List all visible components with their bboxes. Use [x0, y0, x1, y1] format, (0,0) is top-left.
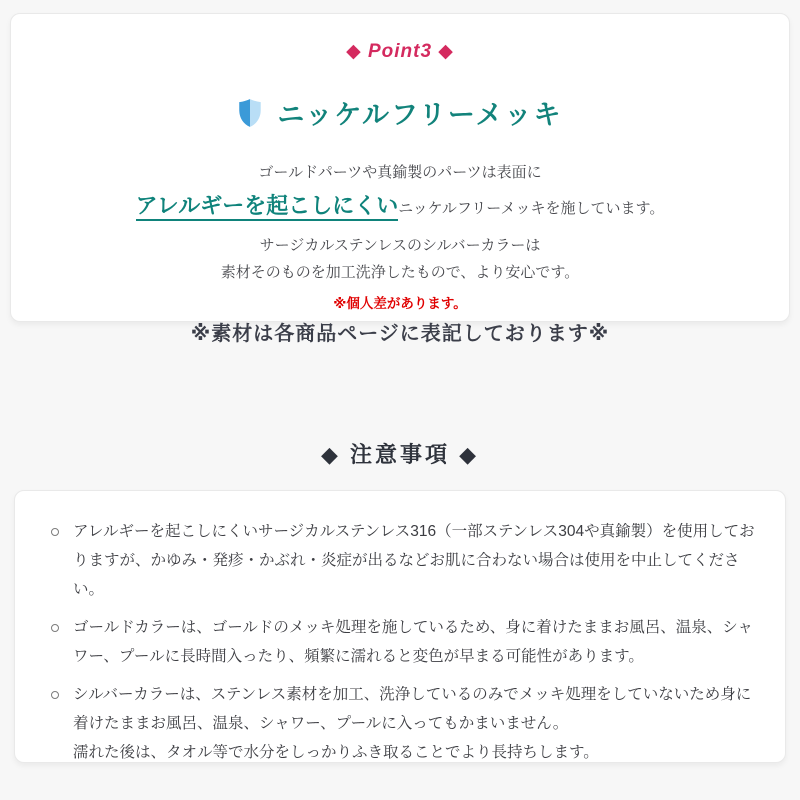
caution-text: アレルギーを起こしにくいサージカルステンレス316（一部ステンレス304や真鍮製）を使用しておりますが、かゆみ・発疹・かぶれ・炎症が出るなどお肌に合わない場合は使用を中止してください。: [73, 523, 755, 598]
caution-text: シルバーカラーは、ステンレス素材を加工、洗浄しているのみでメッキ処理をしていないため身に着けたままお風呂、温泉、シャワー、プールに入ってもかまいません。: [73, 686, 752, 732]
individual-difference-note: ※個人差があります。: [333, 296, 467, 311]
caution-section-heading: ◆ 注意事項 ◆: [320, 442, 480, 467]
material-note: ※素材は各商品ページに表記しております※: [190, 323, 610, 345]
point3-label: ◆ Point3 ◆: [346, 41, 454, 62]
caution-text: ゴールドカラーは、ゴールドのメッキ処理を施しているため、身に着けたままお風呂、温泉、シャワー、プールに長時間入ったり、頻繁に濡れると変色が早まる可能性があります。: [73, 619, 753, 665]
caution-list: [49, 517, 757, 767]
caution-card: [14, 490, 786, 763]
point3-card: [10, 13, 790, 345]
page-title: ニッケルフリーメッキ: [277, 100, 563, 130]
circle-bullet-icon: [51, 691, 59, 699]
circle-bullet-icon: [51, 624, 59, 632]
description-line-2: [11, 191, 789, 224]
list-item: [49, 613, 757, 671]
shield-icon: [237, 98, 263, 128]
nickel-free-heading-row: [11, 93, 789, 132]
caution-text-extra: 濡れた後は、タオル等で水分をしっかりふき取ることでより長持ちします。: [73, 744, 599, 761]
list-item: [49, 517, 757, 604]
description-line-1: ゴールドパーツや真鍮製のパーツは表面に: [258, 164, 542, 181]
description-line-3: サージカルステンレスのシルバーカラーは: [259, 237, 541, 254]
description-line-4: 素材そのものを加工洗浄したもので、より安心です。: [220, 264, 580, 281]
description-line-2-rest: ニッケルフリーメッキを施しています。: [398, 200, 665, 217]
allergy-highlight-text: アレルギーを起こしにくい: [136, 193, 399, 221]
circle-bullet-icon: [51, 528, 59, 536]
list-item: [49, 680, 757, 767]
